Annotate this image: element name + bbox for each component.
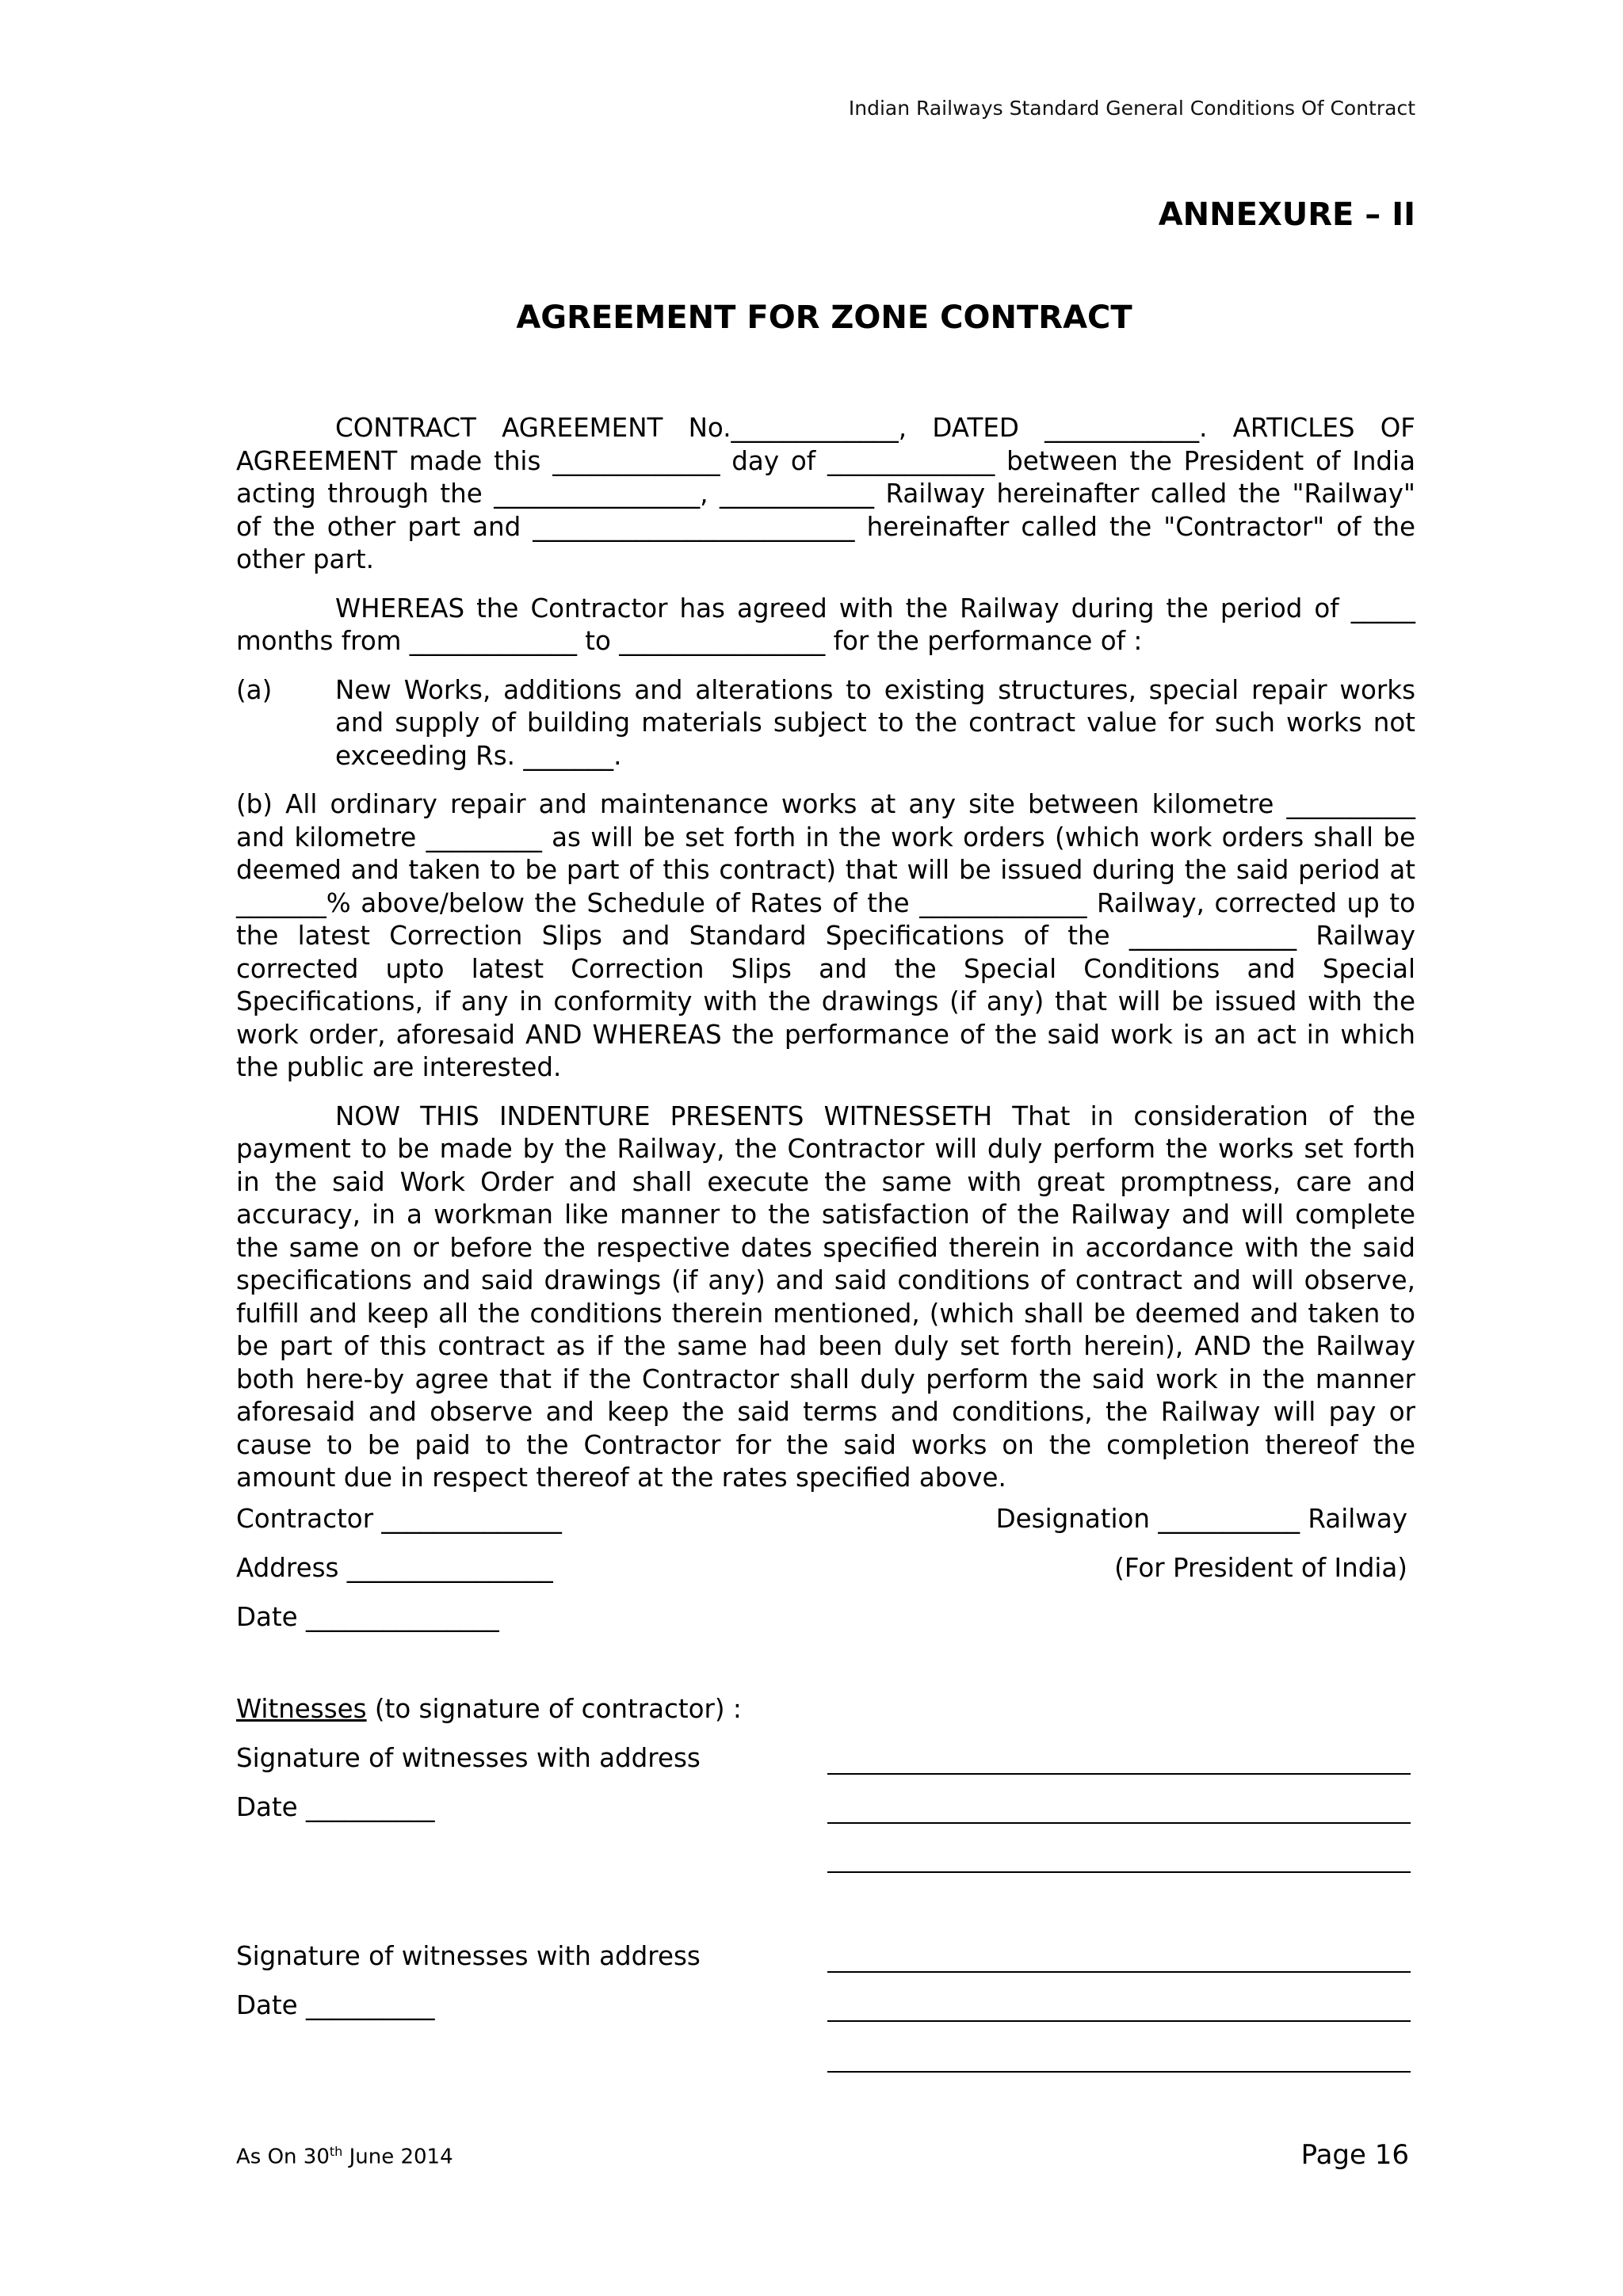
witness-1-signature-label: Signature of witnesses with address — [236, 1743, 701, 1773]
agreement-body — [236, 412, 1415, 1511]
footer-date: As On 30th June 2014 — [236, 2144, 453, 2169]
address-field: Address ________________ — [236, 1553, 553, 1583]
witness-2-date-field: Date __________ — [236, 1990, 435, 2020]
running-header: Indian Railways Standard General Conditions Of Contract — [848, 97, 1415, 120]
clause-b: (b) All ordinary repair and maintenance works at any site between kilometre __________ and kilometre _________ as will be set forth in the work orders (which work orders shall be deemed and taken to be part of this contract) that will be issued during the said period at _______% above/below the Schedule of Rates of the _____________ Railway, corrected up to the latest Correction Slips and Standard Specifications of the _____________ Railway corrected upto latest Correction Slips and the Special Conditions and Special Specifications, if any in conformity with the drawings (if any) that will be issued with the work order, aforesaid AND WHEREAS the performance of the said work is an act in which the public are interested. — [236, 789, 1415, 1082]
witness-2-line-2 — [827, 2020, 1411, 2022]
witness-2-date-row — [236, 1990, 1415, 2023]
witness-1-line-1 — [827, 1773, 1411, 1775]
witnesses-heading — [236, 1694, 1415, 1727]
clause-a-label: (a) — [236, 674, 273, 705]
page-title: AGREEMENT FOR ZONE CONTRACT — [516, 299, 1132, 336]
signature-row-1 — [236, 1504, 1415, 1537]
date-field: Date _______________ — [236, 1602, 499, 1632]
witness-1-date-field: Date __________ — [236, 1792, 435, 1822]
clause-a — [236, 674, 1415, 773]
clause-a-text: New Works, additions and alterations to existing structures, special repair works and supply of building materials subject to the contract value for such works not exceeding Rs. _______. — [335, 674, 1415, 771]
paragraph-whereas: WHEREAS the Contractor has agreed with the Railway during the period of _____ months from _____________ to ________________ for the performance of : — [236, 593, 1415, 656]
witness-2-signature-label: Signature of witnesses with address — [236, 1941, 701, 1971]
for-president-label: (For President of India) — [1114, 1553, 1407, 1583]
paragraph-indenture: NOW THIS INDENTURE PRESENTS WITNESSETH That in consideration of the payment to be made by the Railway, the Contractor will duly perform the works set forth in the said Work Order and shall execute the same with great promptness, care and accuracy, in a workman like manner to the satisfaction of the Railway and will complete the same on or before the respective dates specified therein in accordance with the said specifications and said drawings (if any) and said conditions of contract and will observe, fulfill and keep all the conditions therein mentioned, (which shall be deemed and taken to be part of this contract as if the same had been duly set forth herein), AND the Railway both here-by agree that if the Contractor shall duly perform the said work in the manner aforesaid and observe and keep the said terms and conditions, the Railway will pay or cause to be paid to the Contractor for the said works on the completion thereof the amount due in respect thereof at the rates specified above. — [236, 1100, 1415, 1493]
contractor-field: Contractor ______________ — [236, 1504, 562, 1534]
signature-row-3 — [236, 1602, 1415, 1635]
signature-row-2 — [236, 1553, 1415, 1586]
witness-1-line-2 — [827, 1822, 1411, 1824]
witnesses-heading-rest: (to signature of contractor) : — [366, 1694, 742, 1724]
witness-2-line-1 — [827, 1971, 1411, 1973]
witness-1-line-3 — [827, 1871, 1411, 1873]
designation-field: Designation ___________ Railway — [995, 1504, 1407, 1534]
paragraph-contract-agreement: CONTRACT AGREEMENT No._____________, DATED ____________. ARTICLES OF AGREEMENT made this _____________ day of _____________ between the President of India acting through the ________________, ____________ Railway hereinafter called the "Railway" of the other part and _________________________ hereinafter called the "Contractor" of the other part. — [236, 413, 1415, 574]
page-number: Page 16 — [1300, 2139, 1409, 2171]
witnesses-heading-underlined: Witnesses — [236, 1694, 367, 1724]
witness-1-signature-row — [236, 1743, 1415, 1776]
witness-1-date-row — [236, 1792, 1415, 1825]
witness-2-line-3 — [827, 2071, 1411, 2073]
annexure-label: ANNEXURE – II — [1158, 196, 1415, 233]
witness-2-signature-row — [236, 1941, 1415, 1974]
